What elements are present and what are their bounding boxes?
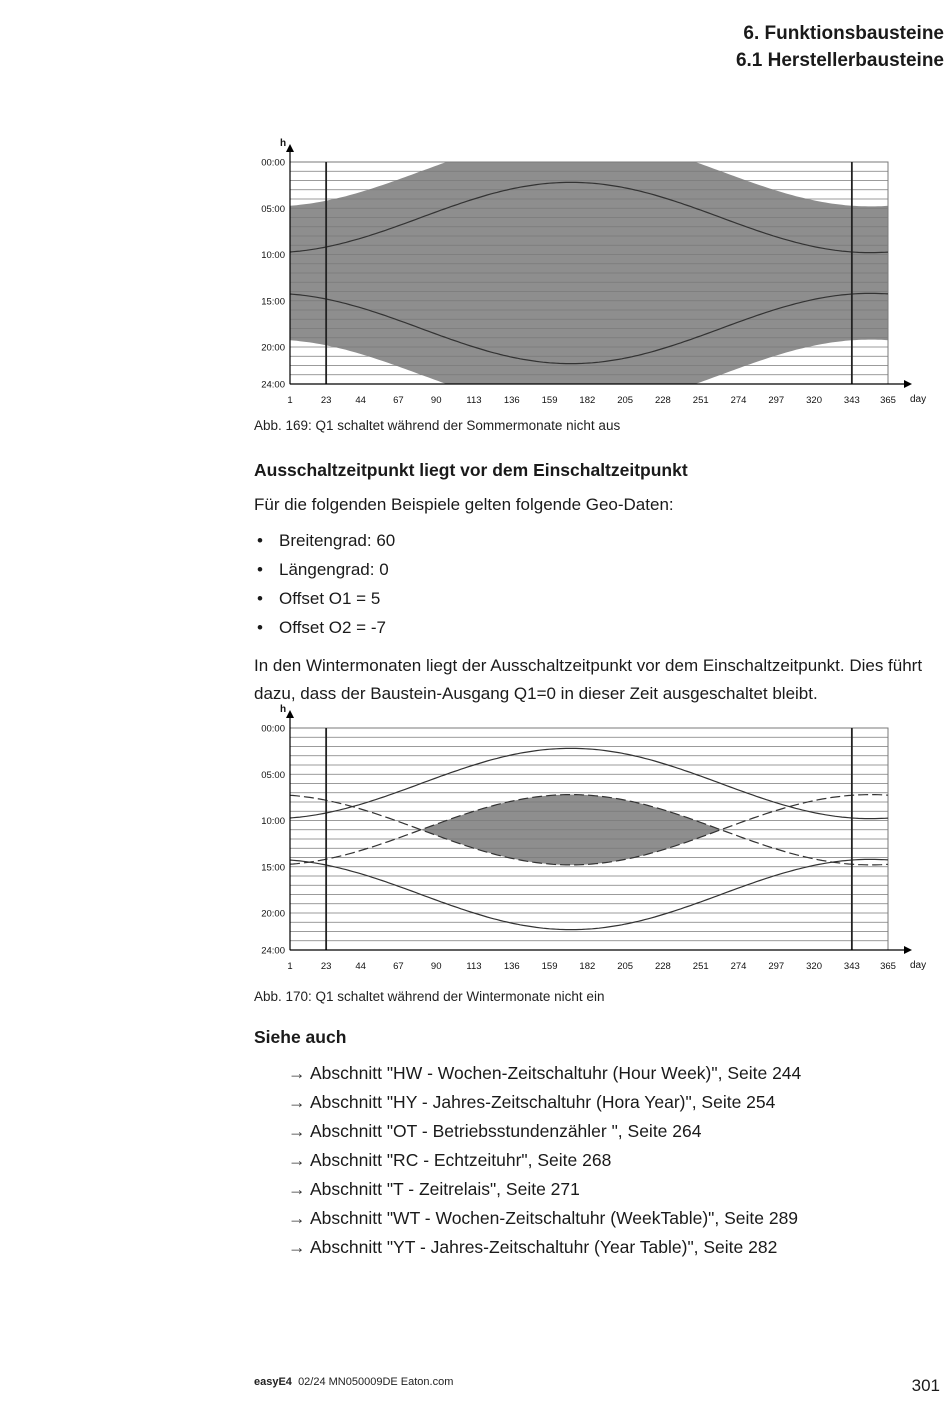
arrow-right-icon: → bbox=[288, 1208, 306, 1228]
arrow-right-icon: → bbox=[288, 1121, 306, 1141]
y-tick-label: 05:00 bbox=[261, 769, 285, 781]
y-tick-label: 15:00 bbox=[261, 296, 285, 308]
x-tick-label: 136 bbox=[503, 395, 520, 406]
y-axis-label: h bbox=[280, 704, 287, 715]
geo-intro: Für die folgenden Beispiele gelten folgende Geo-Daten: bbox=[254, 495, 674, 514]
footer bbox=[254, 1376, 453, 1388]
y-tick-label: 24:00 bbox=[261, 379, 285, 391]
x-axis-arrow-icon bbox=[904, 380, 912, 388]
x-tick-label: 182 bbox=[579, 961, 596, 972]
x-tick-label: 1 bbox=[287, 395, 293, 406]
x-tick-label: 136 bbox=[503, 961, 520, 972]
x-tick-label: 228 bbox=[654, 961, 671, 972]
x-tick-label: 365 bbox=[880, 395, 896, 406]
figure-170-caption: Abb. 170: Q1 schaltet während der Wintermonate nicht ein bbox=[254, 989, 605, 1004]
x-tick-label: 320 bbox=[806, 961, 823, 972]
x-tick-label: 205 bbox=[617, 395, 634, 406]
x-tick-label: 44 bbox=[355, 961, 366, 972]
x-tick-label: 113 bbox=[466, 961, 482, 972]
y-tick-label: 20:00 bbox=[261, 908, 285, 920]
x-tick-label: 67 bbox=[393, 395, 404, 406]
figure-169-caption: Abb. 169: Q1 schaltet während der Sommermonate nicht aus bbox=[254, 418, 621, 433]
y-tick-label: 15:00 bbox=[261, 862, 285, 874]
arrow-right-icon: → bbox=[288, 1092, 306, 1112]
x-tick-label: 274 bbox=[730, 961, 747, 972]
figure-summer-chart bbox=[254, 138, 934, 416]
y-tick-label: 00:00 bbox=[261, 157, 285, 169]
see-also-link[interactable]: → Abschnitt "WT - Wochen-Zeitschaltuhr (WeekTable)", Seite 289 bbox=[288, 1204, 801, 1233]
list-item: • Offset O2 = -7 bbox=[254, 613, 395, 642]
bullet-icon: • bbox=[257, 531, 263, 550]
x-tick-label: 90 bbox=[430, 395, 442, 406]
see-also-link[interactable]: → Abschnitt "HW - Wochen-Zeitschaltuhr (Hour Week)", Seite 244 bbox=[288, 1059, 801, 1088]
x-tick-label: 228 bbox=[654, 395, 671, 406]
see-also-link[interactable]: → Abschnitt "OT - Betriebsstundenzähler ", Seite 264 bbox=[288, 1117, 801, 1146]
x-tick-label: 274 bbox=[730, 395, 747, 406]
y-axis-arrow-icon bbox=[286, 144, 294, 152]
y-tick-label: 10:00 bbox=[261, 250, 285, 261]
x-tick-label: 297 bbox=[768, 961, 785, 972]
see-also-list bbox=[288, 1059, 801, 1262]
list-item: • Breitengrad: 60 bbox=[254, 526, 395, 555]
y-tick-label: 05:00 bbox=[261, 203, 285, 215]
x-tick-label: 343 bbox=[843, 395, 860, 406]
x-tick-label: 320 bbox=[806, 395, 823, 406]
x-tick-label: 113 bbox=[466, 395, 482, 406]
bullet-icon: • bbox=[257, 618, 263, 637]
list-item: • Längengrad: 0 bbox=[254, 555, 395, 584]
arrow-right-icon: → bbox=[288, 1150, 306, 1170]
x-tick-label: 251 bbox=[692, 395, 709, 406]
section-heading: Ausschaltzeitpunkt liegt vor dem Einschaltzeitpunkt bbox=[254, 460, 688, 480]
x-tick-label: 23 bbox=[320, 395, 332, 406]
y-tick-label: 10:00 bbox=[261, 816, 285, 827]
x-tick-label: 44 bbox=[355, 395, 366, 406]
page-number: 301 bbox=[911, 1376, 940, 1395]
x-axis-arrow-icon bbox=[904, 946, 912, 954]
product-name: easyE4 bbox=[254, 1376, 292, 1388]
bullet-icon: • bbox=[257, 589, 263, 608]
x-tick-label: 365 bbox=[880, 961, 896, 972]
x-tick-label: 23 bbox=[320, 961, 332, 972]
list-item: • Offset O1 = 5 bbox=[254, 584, 395, 613]
x-tick-label: 67 bbox=[393, 961, 404, 972]
figure-winter-chart bbox=[254, 704, 934, 984]
geo-data-list bbox=[254, 526, 395, 642]
see-also-link[interactable]: → Abschnitt "YT - Jahres-Zeitschaltuhr (Year Table)", Seite 282 bbox=[288, 1233, 801, 1262]
y-axis-arrow-icon bbox=[286, 710, 294, 718]
section-title: 6.1 Herstellerbausteine bbox=[735, 50, 944, 71]
y-tick-label: 00:00 bbox=[261, 723, 285, 735]
bullet-icon: • bbox=[257, 560, 263, 579]
x-tick-label: 205 bbox=[617, 961, 634, 972]
arrow-right-icon: → bbox=[288, 1237, 306, 1257]
see-also-heading: Siehe auch bbox=[254, 1027, 347, 1047]
y-axis-label: h bbox=[280, 138, 287, 149]
arrow-right-icon: → bbox=[288, 1179, 306, 1199]
footer-info: 02/24 MN050009DE Eaton.com bbox=[298, 1376, 454, 1388]
winter-paragraph: In den Wintermonaten liegt der Ausschaltzeitpunkt vor dem Einschaltzeitpunkt. Dies führt dazu, dass der Baustein-Ausgang Q1=0 in dieser Zeit ausgeschaltet bleibt. bbox=[254, 656, 923, 703]
arrow-right-icon: → bbox=[288, 1063, 306, 1083]
x-tick-label: 343 bbox=[843, 961, 860, 972]
x-axis-label: day bbox=[910, 960, 927, 971]
x-tick-label: 297 bbox=[768, 395, 785, 406]
winter-chart-svg bbox=[254, 704, 934, 984]
chapter-title: 6. Funktionsbausteine bbox=[743, 23, 944, 44]
x-axis-label: day bbox=[910, 394, 927, 405]
x-tick-label: 159 bbox=[541, 395, 558, 406]
y-tick-label: 20:00 bbox=[261, 342, 285, 354]
x-tick-label: 251 bbox=[692, 961, 709, 972]
see-also-link[interactable]: → Abschnitt "HY - Jahres-Zeitschaltuhr (Hora Year)", Seite 254 bbox=[288, 1088, 801, 1117]
see-also-link[interactable]: → Abschnitt "RC - Echtzeituhr", Seite 268 bbox=[288, 1146, 801, 1175]
x-tick-label: 90 bbox=[430, 961, 442, 972]
x-tick-label: 182 bbox=[579, 395, 596, 406]
see-also-link[interactable]: → Abschnitt "T - Zeitrelais", Seite 271 bbox=[288, 1175, 801, 1204]
x-tick-label: 159 bbox=[541, 961, 558, 972]
x-tick-label: 1 bbox=[287, 961, 293, 972]
summer-chart-svg bbox=[254, 138, 934, 416]
y-tick-label: 24:00 bbox=[261, 945, 285, 957]
